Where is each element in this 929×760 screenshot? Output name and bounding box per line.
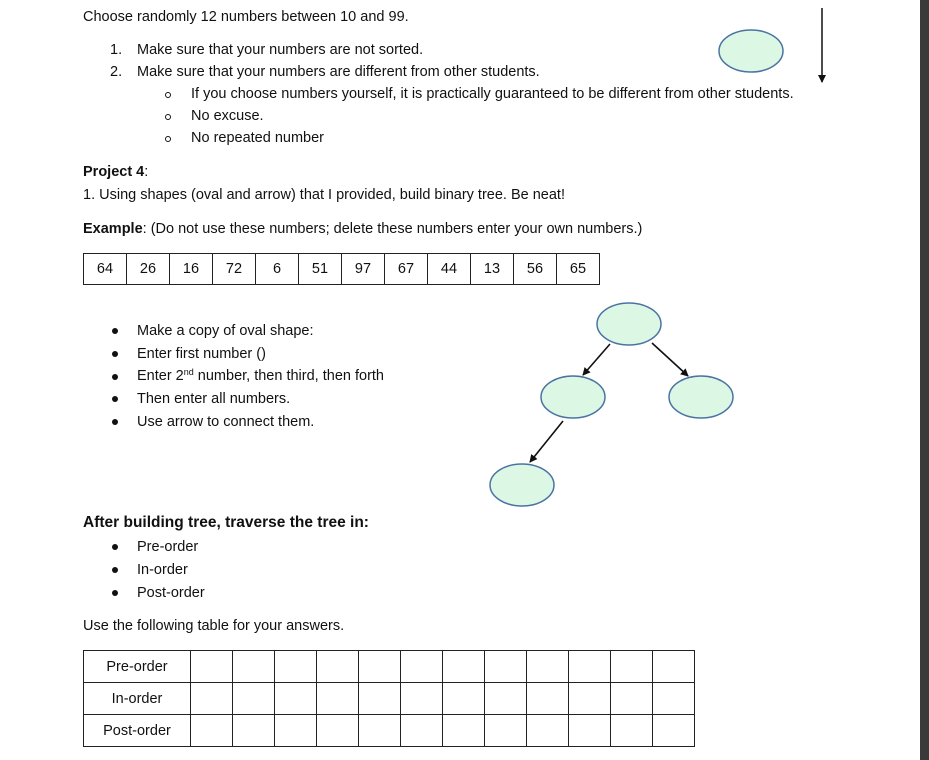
number-cell: 56 xyxy=(514,254,557,285)
number-cell: 51 xyxy=(299,254,342,285)
example-text: : (Do not use these numbers; delete these numbers enter your own numbers.) xyxy=(142,221,643,237)
scrollbar[interactable] xyxy=(920,0,929,760)
step-2-number: 2. xyxy=(110,64,123,80)
answer-row-label: Post-order xyxy=(84,715,191,747)
subpoint-1: If you choose numbers yourself, it is practically guaranteed to be different from other students. xyxy=(191,86,794,102)
project-colon: : xyxy=(144,164,149,180)
bullet-copy-oval: Make a copy of oval shape: xyxy=(137,323,314,339)
tree-right-oval[interactable] xyxy=(669,376,733,418)
bullet-use-arrow: Use arrow to connect them. xyxy=(137,414,315,430)
number-cell: 72 xyxy=(213,254,256,285)
tree-arrow-root-left[interactable] xyxy=(583,344,610,375)
number-cell: 16 xyxy=(170,254,213,285)
tree-left-left-oval[interactable] xyxy=(490,464,554,506)
number-cell: 13 xyxy=(471,254,514,285)
subpoint-3: No repeated number xyxy=(191,130,324,146)
table-intro: Use the following table for your answers. xyxy=(83,618,345,634)
bullet-second-sup: nd xyxy=(183,367,194,377)
tree-arrow-left-left[interactable] xyxy=(530,421,563,462)
tree-arrow-root-right[interactable] xyxy=(652,343,688,376)
number-cell: 67 xyxy=(385,254,428,285)
bullet-first-number: Enter first number () xyxy=(137,346,266,362)
traverse-postorder: Post-order xyxy=(137,585,205,601)
step-1-text: Make sure that your numbers are not sorted. xyxy=(137,42,424,58)
bullet-second-pre: Enter 2 xyxy=(137,368,184,384)
number-cell: 26 xyxy=(127,254,170,285)
intro-text: Choose randomly 12 numbers between 10 and 99. xyxy=(83,9,409,25)
subpoint-2: No excuse. xyxy=(191,108,264,124)
step-2-text: Make sure that your numbers are different from other students. xyxy=(137,64,540,80)
number-cell: 65 xyxy=(557,254,600,285)
answer-row-label: In-order xyxy=(84,683,191,715)
tree-left-oval[interactable] xyxy=(541,376,605,418)
step-1-number: 1. xyxy=(110,42,123,58)
traverse-inorder: In-order xyxy=(137,562,188,578)
number-cell: 44 xyxy=(428,254,471,285)
template-oval-shape[interactable] xyxy=(719,30,783,72)
tree-root-oval[interactable] xyxy=(597,303,661,345)
number-cell: 6 xyxy=(256,254,299,285)
traverse-preorder: Pre-order xyxy=(137,539,199,555)
example-label: Example xyxy=(83,221,143,237)
number-cell: 97 xyxy=(342,254,385,285)
bullet-all-numbers: Then enter all numbers. xyxy=(137,391,291,407)
project-title: Project 4 xyxy=(83,164,145,180)
bullet-second-post: number, then third, then forth xyxy=(193,368,384,384)
project-instruction: 1. Using shapes (oval and arrow) that I provided, build binary tree. Be neat! xyxy=(83,187,565,203)
number-cell: 64 xyxy=(84,254,127,285)
traverse-heading: After building tree, traverse the tree in: xyxy=(83,514,369,531)
answer-row-label: Pre-order xyxy=(84,651,191,683)
